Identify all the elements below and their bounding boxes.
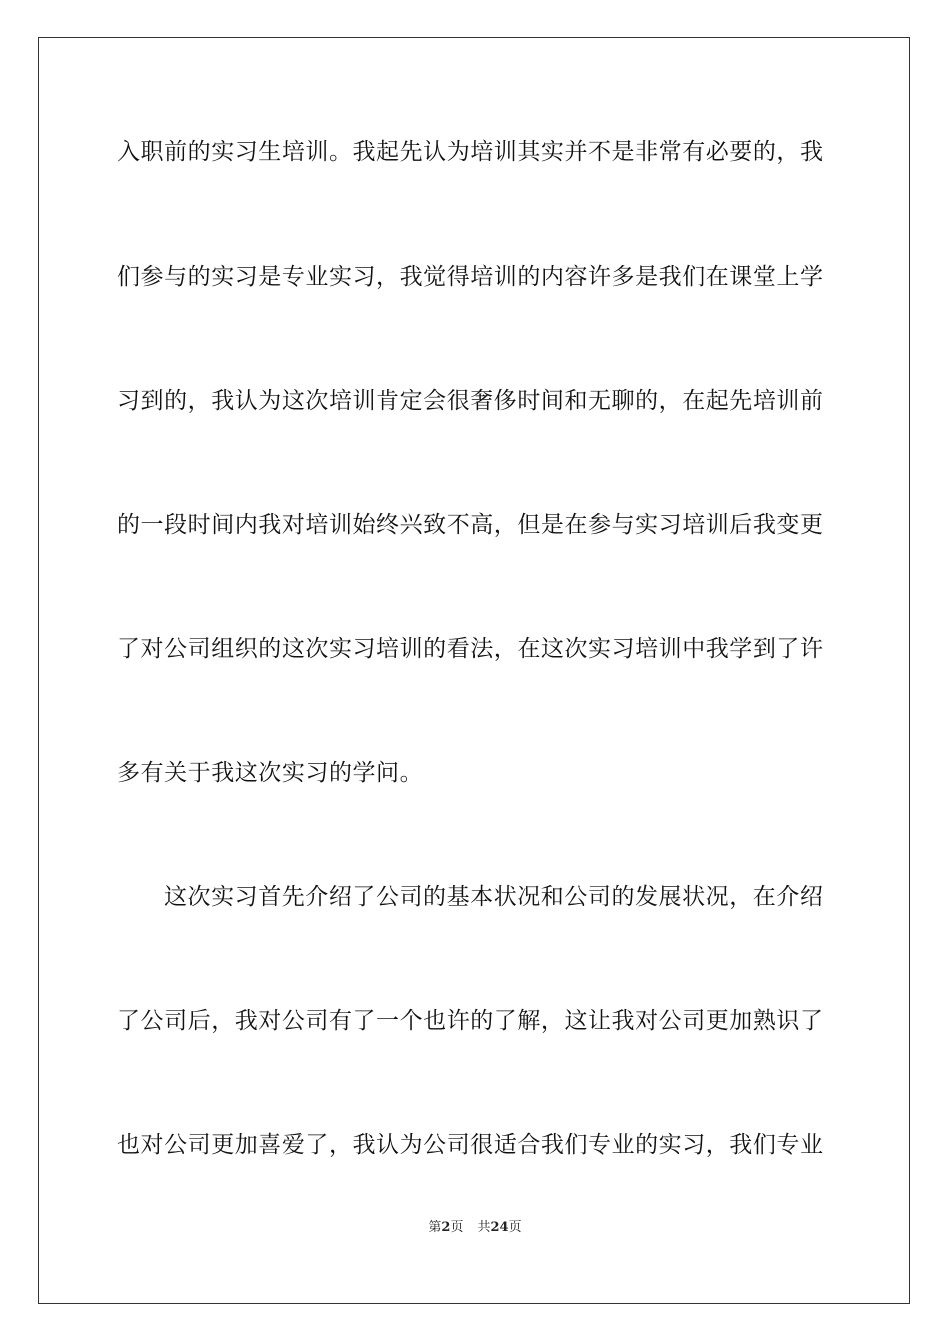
current-page-number: 2 bbox=[441, 1220, 451, 1235]
text-line: 们参与的实习是专业实习，我觉得培训的内容许多是我们在课堂上学 bbox=[117, 264, 824, 290]
text-line: 习到的，我认为这次培训肯定会很奢侈时间和无聊的，在起先培训前 bbox=[117, 388, 824, 414]
page-prefix: 第 bbox=[428, 1220, 442, 1235]
total-suffix: 页 bbox=[508, 1220, 522, 1235]
total-prefix: 共 bbox=[477, 1220, 491, 1235]
text-line: 也对公司更加喜爱了，我认为公司很适合我们专业的实习，我们专业 bbox=[117, 1132, 824, 1158]
page-suffix: 页 bbox=[450, 1220, 464, 1235]
text-line: 入职前的实习生培训。我起先认为培训其实并不是非常有必要的，我 bbox=[117, 139, 824, 165]
text-line: 多有关于我这次实习的学问。 bbox=[117, 760, 424, 786]
text-line: 的一段时间内我对培训始终兴致不高，但是在参与实习培训后我变更 bbox=[117, 512, 824, 538]
text-line: 了公司后，我对公司有了一个也许的了解，这让我对公司更加熟识了 bbox=[117, 1008, 824, 1034]
page-border bbox=[38, 37, 910, 1304]
paragraph-first-line: 这次实习首先介绍了公司的基本状况和公司的发展状况，在介绍 bbox=[164, 884, 824, 910]
total-page-count: 24 bbox=[490, 1220, 509, 1235]
page-number-footer bbox=[0, 1218, 950, 1238]
text-line: 了对公司组织的这次实习培训的看法，在这次实习培训中我学到了许 bbox=[117, 636, 824, 662]
